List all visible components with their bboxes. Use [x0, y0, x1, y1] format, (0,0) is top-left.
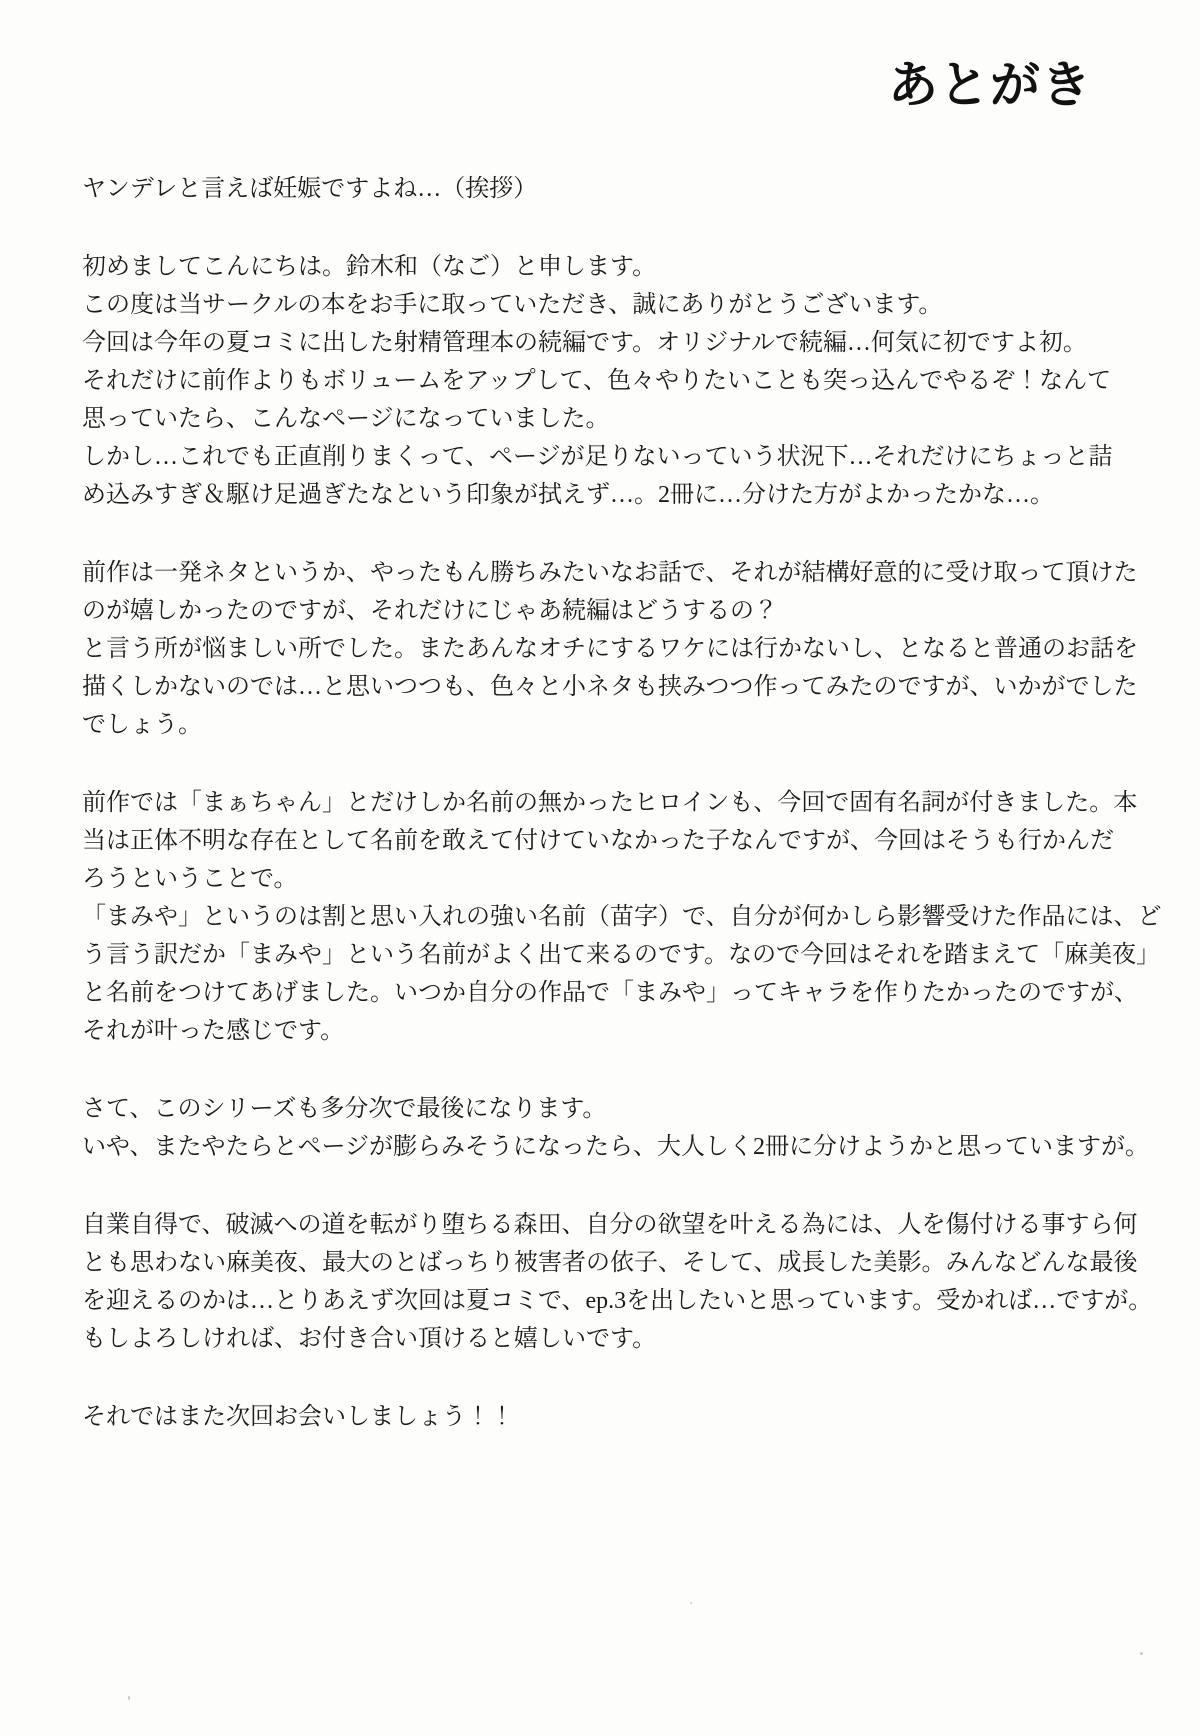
scan-speck: [690, 1602, 692, 1604]
text-line: 初めましてこんにちは。鈴木和（なご）と申します。: [82, 254, 657, 280]
text-line: とも思わない麻美夜、最大のとばっちり被害者の依子、そして、成長した美影。みんなどんな最後: [82, 1250, 1138, 1276]
text-line: さて、このシリーズも多分次で最後になります。: [82, 1096, 607, 1122]
text-line: もしよろしければ、お付き合い頂けると嬉しいです。: [82, 1326, 657, 1352]
paragraph: [82, 1090, 1162, 1166]
text-line: め込みすぎ＆駆け足過ぎたなという印象が拭えず…。2冊に…分けた方がよかったかな…。: [82, 482, 1054, 508]
text-line: う言う訳だか「まみや」という名前がよく出て来るのです。なので今回はそれを踏まえて「麻美夜」: [82, 942, 1161, 968]
text-line: 自業自得で、破滅への道を転がり堕ちる森田、自分の欲望を叶える為には、人を傷付ける事すら何: [82, 1212, 1138, 1238]
text-line: のが嬉しかったのですが、それだけにじゃあ続編はどうするの？: [82, 598, 778, 624]
text-line: と名前をつけてあげました。いつか自分の作品で「まみや」ってキャラを作りたかったのですが、: [82, 980, 1138, 1006]
text-line: それではまた次回お会いしましょう！！: [82, 1404, 514, 1430]
text-line: 前作は一発ネタというか、やったもん勝ちみたいなお話で、それが結構好意的に受け取って頂けた: [82, 560, 1138, 586]
paragraph: [82, 554, 1162, 744]
text-line: しかし…これでも正直削りまくって、ページが足りないっていう状況下…それだけにちょっと詰: [82, 444, 1113, 470]
paragraph: [82, 248, 1162, 514]
text-line: 前作では「まぁちゃん」とだけしか名前の無かったヒロインも、今回で固有名詞が付きました。本: [82, 790, 1138, 816]
text-line: 当は正体不明な存在として名前を敢えて付けていなかった子なんですが、今回はそうも行かんだ: [82, 828, 1114, 854]
scan-speck: [128, 1696, 130, 1700]
text-line: それだけに前作よりもボリュームをアップして、色々やりたいことも突っ込んでやるぞ！なんて: [82, 368, 1112, 394]
text-line: と言う所が悩ましい所でした。またあんなオチにするワケには行かないし、となると普通のお話を: [82, 636, 1138, 662]
page-title: あとがき: [888, 57, 1092, 113]
text-line: いや、またやたらとページが膨らみそうになったら、大人しく2冊に分けようかと思っていますが。: [82, 1134, 1150, 1160]
text-line: 「まみや」というのは割と思い入れの強い名前（苗字）で、自分が何かしら影響受けた作品には、ど: [82, 904, 1162, 930]
text-line: ヤンデレと言えば妊娠ですよね…（挨拶）: [82, 176, 538, 202]
paragraph: [82, 784, 1162, 1050]
paragraph: [82, 1206, 1162, 1358]
text-line: 思っていたら、こんなページになっていました。: [82, 406, 610, 432]
afterword-body: [82, 170, 1162, 1476]
text-line: この度は当サークルの本をお手に取っていただき、誠にありがとうございます。: [82, 292, 943, 318]
text-line: を迎えるのかは…とりあえず次回は夏コミで、ep.3を出したいと思っています。受かれば…ですが。: [82, 1288, 1153, 1314]
text-line: ろうということで。: [82, 866, 298, 892]
text-line: それが叶った感じです。: [82, 1018, 345, 1044]
paragraph: [82, 1398, 1162, 1436]
scan-speck: [1140, 1652, 1143, 1655]
paragraph: [82, 170, 1162, 208]
text-line: でしょう。: [82, 712, 202, 738]
text-line: 今回は今年の夏コミに出した射精管理本の続編です。オリジナルで続編…何気に初ですよ初。: [82, 330, 1087, 356]
text-line: 描くしかないのでは…と思いつつも、色々と小ネタも挟みつつ作ってみたのですが、いかがでした: [82, 674, 1138, 700]
